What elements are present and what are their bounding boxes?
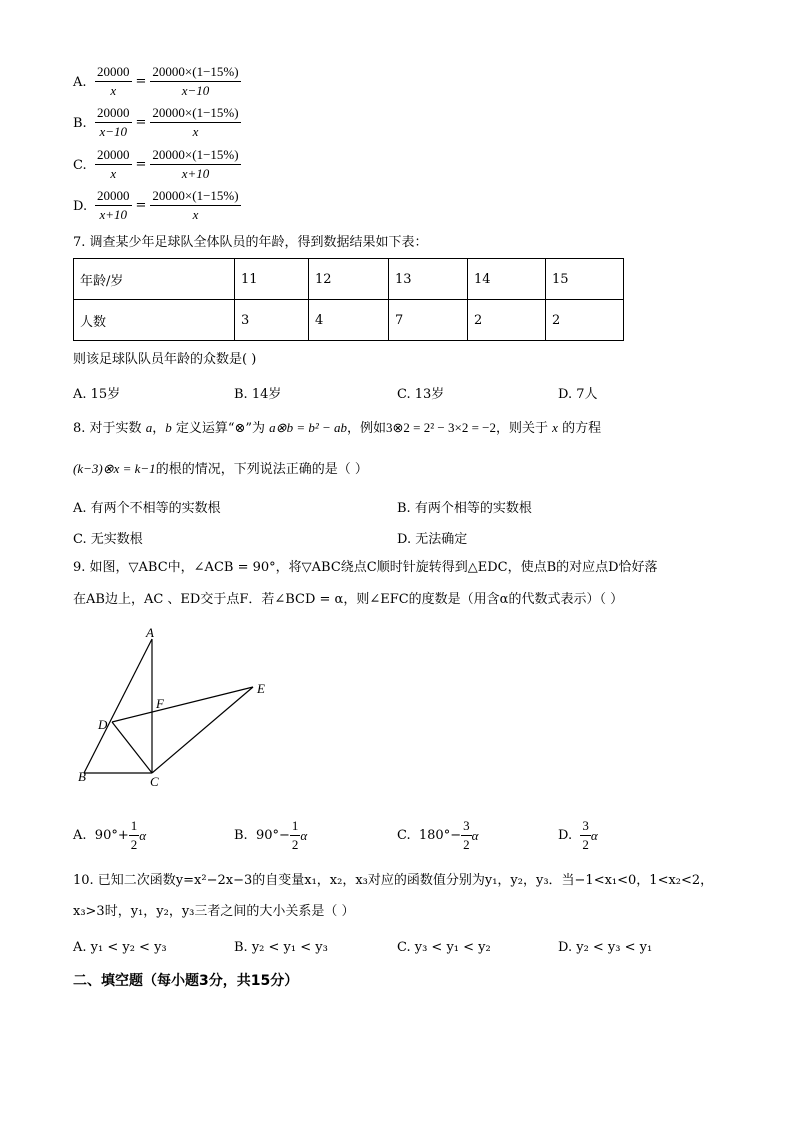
q9-geometry-figure [70,620,290,790]
age-cell: 11 [235,259,309,300]
fraction: $\frac{20000}{x-10}$ [97,105,130,139]
count-cell: 2 [468,300,546,341]
q8-choice-c: C. 无实数根 [73,532,143,547]
q9-choice-c: C. 180°− $\frac{3}{2}$ α [397,818,479,852]
count-cell: 3 [235,300,309,341]
point-label-e: E [257,681,265,696]
q10-choice-a: A. y₁ < y₂ < y₃ [73,940,167,955]
q7-question: 则该足球队队员年龄的众数是( ) [73,352,257,367]
segment-dc [112,722,152,773]
q7-choice-b: B. 14岁 [234,387,282,402]
fraction: $\frac{3}{2}$ [582,818,589,852]
q6-option-a-label: A. [73,75,87,90]
q8-stem: 8. 对于实数 a，b 定义运算“⊗”为 a⊗b = b² − ab，例如3⊗2 = 2² − 3×2 = −2，则关于 x 的方程 [73,420,602,436]
q6-option-b-label: B. [73,116,87,131]
point-label-c: C [150,774,159,789]
q6-option-a-equation: $\frac{20000}{x}$ = $\frac{20000\times(1-15\%)}{x-10}$ [97,64,239,98]
equation: (k−3)⊗x = k−1 [73,461,156,476]
age-cell: 13 [389,259,468,300]
q10-choice-b: B. y₂ < y₁ < y₃ [234,940,328,955]
point-label-f: F [156,696,164,711]
q9-choice-a: A. 90°+ $\frac{1}{2}$ α [73,818,147,852]
q6-option-c-label: C. [73,158,87,173]
q8-choice-a: A. 有两个不相等的实数根 [73,501,221,516]
point-label-b: B [78,769,86,784]
q8-choice-b: B. 有两个相等的实数根 [397,501,532,516]
fraction: $\frac{20000\times(1-15\%)}{x}$ [152,188,239,222]
fraction: $\frac{20000\times(1-15\%)}{x+10}$ [152,147,239,181]
row-header-age: 年龄/岁 [74,259,235,300]
fraction: $\frac{20000}{x}$ [97,64,130,98]
section-heading-fill-in: 二、填空题（每小题3分，共15分） [73,973,299,989]
q8-choice-d: D. 无法确定 [397,532,468,547]
q7-choice-a: A. 15岁 [73,387,121,402]
age-cell: 14 [468,259,546,300]
count-cell: 4 [309,300,389,341]
segment-ba [84,639,152,773]
q8-stem-continued: (k−3)⊗x = k−1的根的情况，下列说法正确的是（ ） [73,461,368,477]
fraction: $\frac{3}{2}$ [463,818,470,852]
age-cell: 15 [546,259,624,300]
q9-stem-line1: 9. 如图，▽ABC中，∠ACB = 90°，将▽ABC绕点C顺时针旋转得到△EDC，使点B的对应点D恰好落 [73,560,658,575]
q7-choice-d: D. 7人 [558,387,598,402]
table-row [74,259,624,300]
q10-choice-c: C. y₃ < y₁ < y₂ [397,940,491,955]
operation-definition: a⊗b = b² − ab [269,420,348,435]
q10-choice-d: D. y₂ < y₃ < y₁ [558,940,653,955]
operation-example: 3⊗2 = 2² − 3×2 = −2 [386,420,496,435]
fraction: $\frac{20000}{x}$ [97,147,130,181]
table-row [74,300,624,341]
count-cell: 7 [389,300,468,341]
age-table [73,258,624,341]
fraction: $\frac{1}{2}$ [130,818,138,852]
q6-option-c-equation: $\frac{20000}{x}$ = $\frac{20000\times(1-15\%)}{x+10}$ [97,147,239,181]
q9-stem-line2: 在AB边上，AC 、ED交于点F．若∠BCD = α，则∠EFC的度数是（用含α的代数式表示）（ ） [73,592,624,607]
q9-choice-b: B. 90°− $\frac{1}{2}$ α [234,818,308,852]
fraction: $\frac{20000}{x+10}$ [97,188,130,222]
age-cell: 12 [309,259,389,300]
q10-stem-line1: 10. 已知二次函数y=x²−2x−3的自变量x₁，x₂，x₃对应的函数值分别为y₁，y₂，y₃．当−1<x₁<0，1<x₂<2， [73,873,714,888]
q6-option-b-equation: $\frac{20000}{x-10}$ = $\frac{20000\times(1-15\%)}{x}$ [97,105,239,139]
q9-choice-d: D. $\frac{3}{2}$ α [558,818,598,852]
q7-choice-c: C. 13岁 [397,387,445,402]
fraction: $\frac{20000\times(1-15\%)}{x}$ [152,105,239,139]
point-label-d: D [98,717,108,732]
q6-option-d-equation: $\frac{20000}{x+10}$ = $\frac{20000\times(1-15\%)}{x}$ [97,188,239,222]
q10-stem-line2: x₃>3时，y₁，y₂，y₃三者之间的大小关系是（ ） [73,904,355,919]
fraction: $\frac{1}{2}$ [291,818,299,852]
fraction: $\frac{20000\times(1-15\%)}{x-10}$ [152,64,239,98]
count-cell: 2 [546,300,624,341]
row-header-count: 人数 [74,300,235,341]
q7-stem: 7. 调查某少年足球队全体队员的年龄，得到数据结果如下表： [73,235,428,250]
q6-option-d-label: D. [73,199,88,214]
point-label-a: A [146,625,154,640]
